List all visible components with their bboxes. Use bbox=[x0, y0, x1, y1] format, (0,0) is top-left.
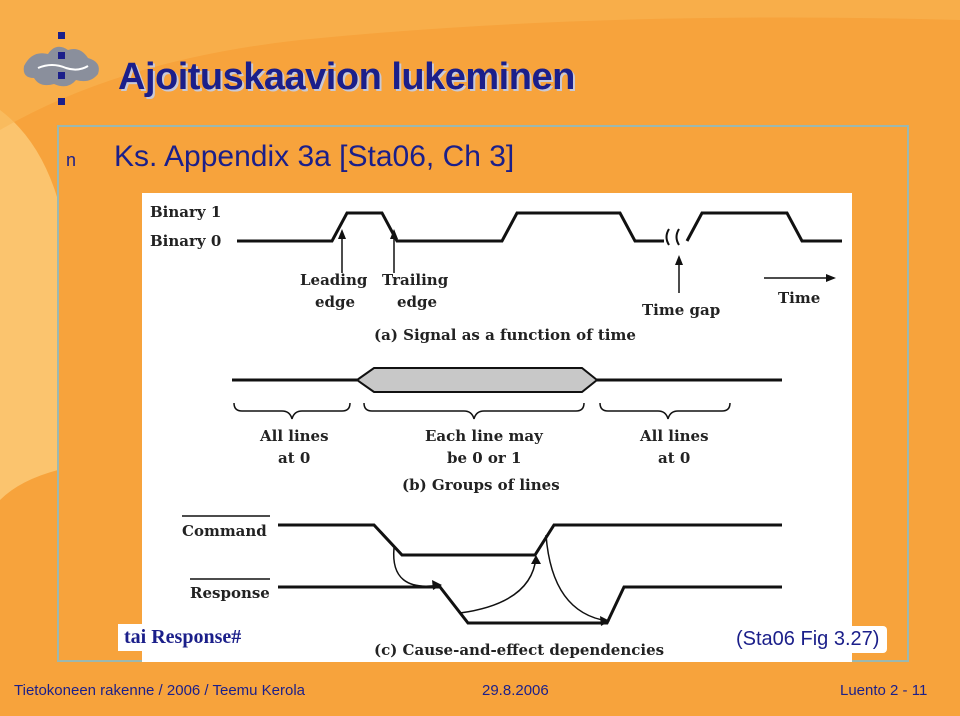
leading-edge-label-1: Leading bbox=[300, 271, 368, 289]
leading-edge-arrow bbox=[338, 229, 346, 273]
all-lines-left-1: All lines bbox=[260, 427, 329, 445]
brace-left-icon bbox=[234, 403, 350, 419]
cause-effect-arrow-3 bbox=[546, 535, 610, 626]
time-gap-label: Time gap bbox=[642, 301, 721, 319]
binary-1-label: Binary 1 bbox=[150, 203, 222, 221]
panel-b-caption: (b) Groups of lines bbox=[402, 476, 560, 494]
time-label: Time bbox=[778, 289, 821, 307]
each-line-2: be 0 or 1 bbox=[447, 449, 522, 467]
footer-course: Tietokoneen rakenne / 2006 / Teemu Kerola bbox=[14, 682, 306, 699]
time-arrow bbox=[764, 274, 836, 282]
figure-source-note: (Sta06 Fig 3.27) bbox=[728, 626, 887, 653]
slide-title: Ajoituskaavion lukeminen bbox=[118, 56, 575, 98]
command-waveform bbox=[278, 525, 782, 555]
binary-0-label: Binary 0 bbox=[150, 232, 222, 250]
response-note: tai Response# bbox=[118, 624, 247, 651]
command-label: Command bbox=[182, 522, 267, 540]
footer-lecture: Luento 2 - 11 bbox=[840, 682, 928, 699]
all-lines-right-2: at 0 bbox=[658, 449, 691, 467]
timing-diagram-figure bbox=[142, 193, 852, 662]
trailing-edge-arrow bbox=[390, 229, 398, 273]
bullet-text: Ks. Appendix 3a [Sta06, Ch 3] bbox=[114, 140, 515, 173]
time-gap-break-icon bbox=[667, 229, 680, 245]
all-lines-right-1: All lines bbox=[640, 427, 709, 445]
signal-waveform bbox=[237, 213, 842, 241]
footer-date: 29.8.2006 bbox=[482, 682, 549, 699]
brace-right-icon bbox=[600, 403, 730, 419]
leading-edge-label-2: edge bbox=[315, 293, 356, 311]
each-line-1: Each line may bbox=[425, 427, 543, 445]
bus-data-shape bbox=[357, 368, 597, 392]
time-gap-arrow bbox=[675, 255, 683, 293]
response-label: Response bbox=[190, 584, 270, 602]
bullet-marker: n bbox=[66, 150, 77, 170]
trailing-edge-label-2: edge bbox=[397, 293, 438, 311]
brace-middle-icon bbox=[364, 403, 584, 419]
trailing-edge-label-1: Trailing bbox=[382, 271, 449, 289]
university-logo-icon bbox=[18, 28, 108, 110]
all-lines-left-2: at 0 bbox=[278, 449, 311, 467]
cause-effect-arrow-2 bbox=[460, 555, 541, 613]
panel-a-caption: (a) Signal as a function of time bbox=[374, 326, 636, 344]
panel-c-caption: (c) Cause-and-effect dependencies bbox=[374, 641, 665, 659]
response-waveform bbox=[278, 587, 782, 623]
